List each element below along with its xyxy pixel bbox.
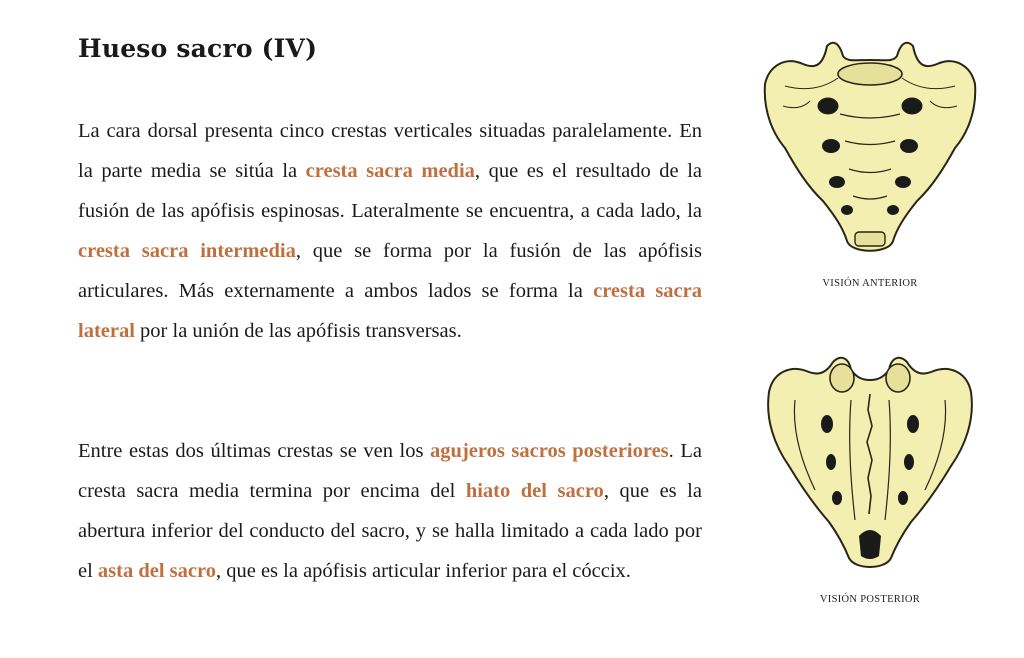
page-title: Hueso sacro (IV) <box>78 34 318 63</box>
paragraph-text: . La cresta sacra media termina por encima del <box>78 440 702 502</box>
sacral-promontory <box>838 63 902 85</box>
sacrum-posterior-illustration <box>755 350 985 580</box>
paragraph-foramina <box>78 431 702 591</box>
paragraph-text: , que es el resultado de la fusión de las apófisis espinosas. Lateralmente se encuentra, a cada lado, la <box>78 160 702 222</box>
term-cresta-sacra-lateral: cresta sacra lateral <box>78 280 702 342</box>
term-hiato-del-sacro: hiato del sacro <box>465 480 604 502</box>
term-asta-del-sacro: asta del sacro <box>97 560 216 582</box>
paragraph-text: , que se forma por la fusión de las apófisis articulares. Más externamente a ambos lados se forma la <box>78 240 702 302</box>
sacral-hiatus <box>859 530 881 559</box>
caption-posterior: VISIÓN POSTERIOR <box>819 594 921 605</box>
caption-anterior: VISIÓN ANTERIOR <box>822 278 918 289</box>
paragraph-text: La cara dorsal presenta cinco crestas verticales situadas paralelamente. En la parte media se sitúa la <box>78 120 702 182</box>
sacrum-anterior-illustration <box>755 36 985 266</box>
superior-articular-process-left <box>830 364 854 392</box>
paragraph-dorsal-crests <box>78 111 702 351</box>
paragraph-text: , que es la abertura inferior del conducto del sacro, y se halla limitado a cada lado por el <box>78 480 702 582</box>
superior-articular-process-right <box>886 364 910 392</box>
paragraph-text: Entre estas dos últimas crestas se ven los <box>78 440 431 462</box>
term-cresta-sacra-media: cresta sacra media <box>305 160 475 182</box>
paragraph-text: por la unión de las apófisis transversas. <box>134 320 462 342</box>
term-cresta-sacra-intermedia: cresta sacra intermedia <box>78 240 296 262</box>
paragraph-text: , que es la apófisis articular inferior para el cóccix. <box>215 560 631 582</box>
term-agujeros-sacros-posteriores: agujeros sacros posteriores <box>430 440 669 462</box>
